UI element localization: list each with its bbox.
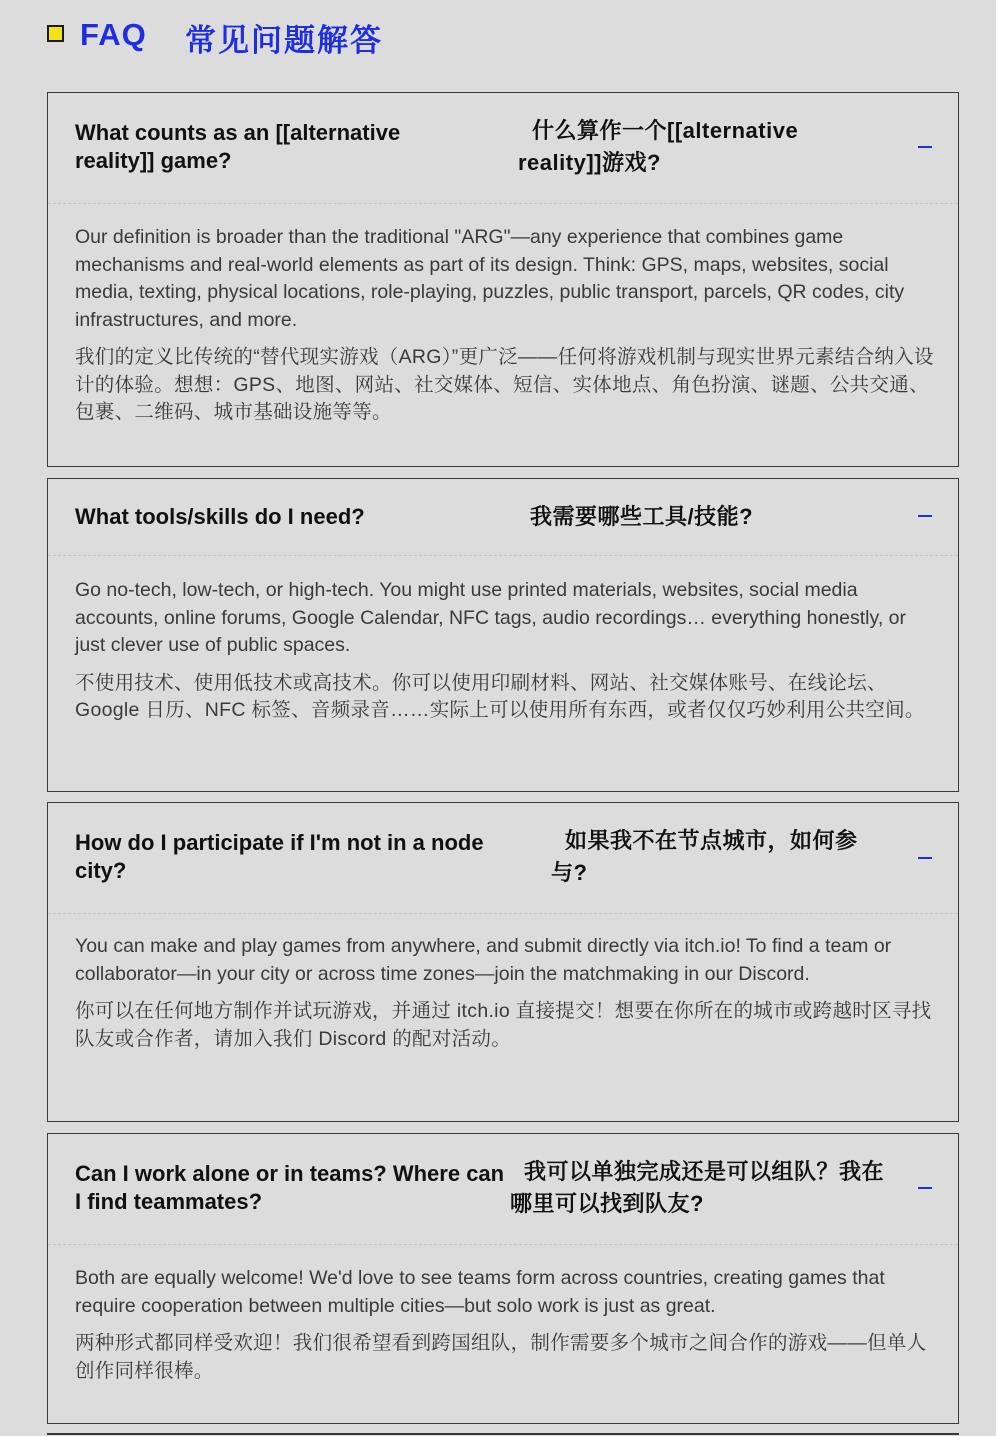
question-cn[interactable]: 如果我不在节点城市，如何参与? xyxy=(551,828,858,885)
faq-question-row[interactable] xyxy=(48,93,958,204)
question-cn[interactable]: 我需要哪些工具/技能? xyxy=(530,504,754,529)
faq-question-row[interactable] xyxy=(48,1134,958,1245)
yellow-square-icon xyxy=(47,25,64,42)
page-title-en: FAQ xyxy=(80,17,147,52)
faq-question-row[interactable] xyxy=(48,479,958,556)
faq-item-node-city xyxy=(47,802,959,1122)
answer-cn: 两种形式都同样受欢迎！我们很希望看到跨国组队，制作需要多个城市之间合作的游戏——但单人创作同样很棒。 xyxy=(75,1332,927,1382)
question-en[interactable]: How do I participate if I'm not in a node city? xyxy=(75,830,484,883)
question-en[interactable]: What counts as an [[alternative reality]] game? xyxy=(75,120,401,173)
question-cn[interactable]: 我可以单独完成还是可以组队？我在哪里可以找到队友? xyxy=(510,1159,885,1216)
next-item-border xyxy=(47,1433,959,1435)
answer-en: You can make and play games from anywhere, and submit directly via itch.io! To find a team or collaborator—in your city or across time zones—join the matchmaking in our Discord. xyxy=(75,935,892,985)
faq-item-tools xyxy=(47,478,959,792)
faq-item-teams xyxy=(47,1133,959,1424)
faq-question-row[interactable] xyxy=(48,803,958,914)
answer-en: Go no-tech, low-tech, or high-tech. You might use printed materials, websites, social media accounts, online forums, Google Calendar, NFC tags, audio recordings… everything honestly, or just clever use of public spaces. xyxy=(75,579,906,656)
collapse-toggle-icon[interactable] xyxy=(918,857,932,859)
question-en[interactable]: What tools/skills do I need? xyxy=(75,504,365,529)
answer-cn: 我们的定义比传统的“替代现实游戏（ARG）”更广泛——任何将游戏机制与现实世界元素结合纳入设计的体验。想想：GPS、地图、网站、社交媒体、短信、实体地点、角色扮演、谜题、公共交通、包裹、二维码、城市基础设施等等。 xyxy=(75,346,934,423)
faq-answer xyxy=(75,1265,937,1385)
page-title-cn: 常见问题解答 xyxy=(185,23,383,58)
collapse-toggle-icon[interactable] xyxy=(918,146,932,148)
answer-cn: 你可以在任何地方制作并试玩游戏，并通过 itch.io 直接提交！想要在你所在的城市或跨越时区寻找队友或合作者，请加入我们 Discord 的配对活动。 xyxy=(75,1000,932,1050)
answer-cn: 不使用技术、使用低技术或高技术。你可以使用印刷材料、网站、社交媒体账号、在线论坛、Google 日历、NFC 标签、音频录音……实际上可以使用所有东西，或者仅仅巧妙利用公共空间。 xyxy=(75,671,925,721)
answer-en: Both are equally welcome! We'd love to see teams form across countries, creating games that require cooperation between multiple cities—but solo work is just as great. xyxy=(75,1267,885,1317)
question-cn[interactable]: 什么算作一个[[alternative reality]]游戏? xyxy=(518,118,799,175)
answer-en: Our definition is broader than the traditional "ARG"—any experience that combines game mechanisms and real-world elements as part of its design. Think: GPS, maps, websites, social media, texting, physical locations, role-playing, puzzles, public transport, parcels, QR codes, city infrastructures, and more. xyxy=(75,226,905,331)
question-en[interactable]: Can I work alone or in teams? Where can I find teammates? xyxy=(75,1161,505,1214)
faq-answer xyxy=(75,224,937,427)
collapse-toggle-icon[interactable] xyxy=(918,515,932,517)
collapse-toggle-icon[interactable] xyxy=(918,1187,932,1189)
faq-header xyxy=(47,16,947,66)
faq-item-arg xyxy=(47,92,959,467)
faq-answer xyxy=(75,577,937,725)
faq-answer xyxy=(75,933,937,1053)
